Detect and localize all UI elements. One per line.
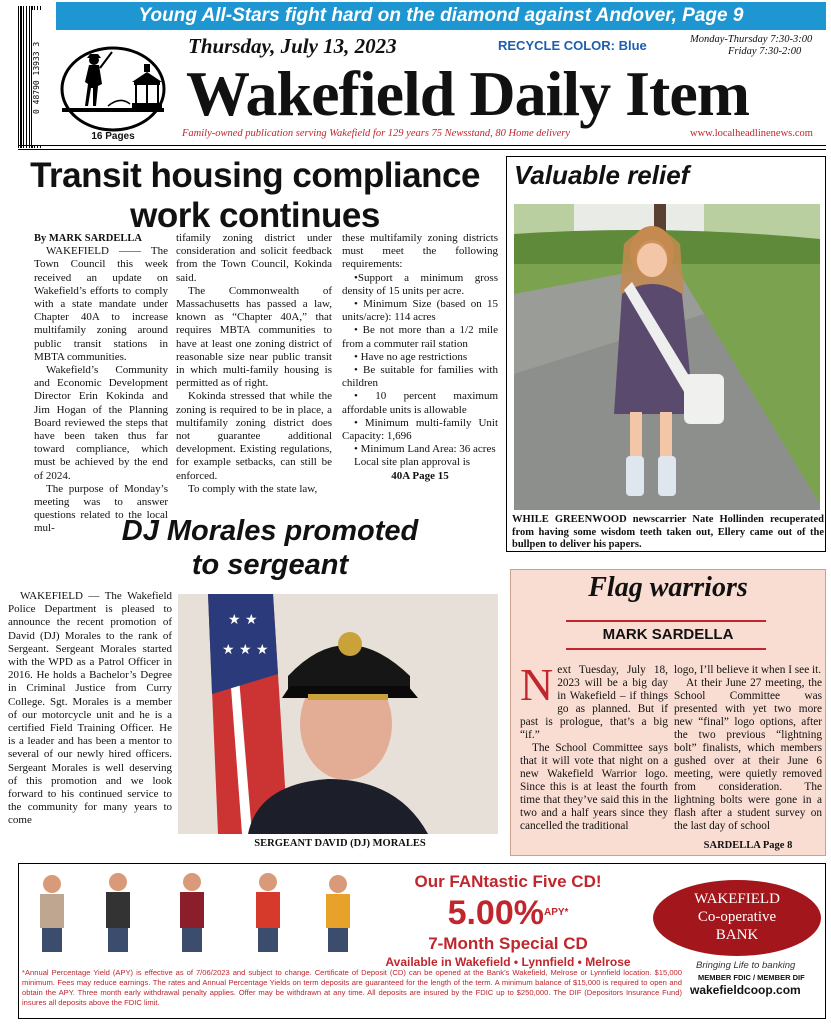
morales-photo bbox=[178, 594, 498, 834]
flag-column-2 bbox=[674, 664, 822, 840]
morales-headline-line1: DJ Morales promoted bbox=[121, 515, 419, 547]
flag-paragraph: At their June 27 meeting, the School Committee was presented with yet two more new “final” logo options, after the two previous “lightning bolt” finalists, which members gushed over at their June 6 meeting, were quietly removed from consideration. The lightning bolts were gone in a flash after a student survey on the last day of school bbox=[674, 677, 822, 832]
issue-date: Thursday, July 13, 2023 bbox=[188, 34, 397, 58]
transit-byline: By MARK SARDELLA bbox=[34, 233, 142, 244]
transit-paragraph: The purpose of Monday’s meeting was to answer questions related to the local mul- bbox=[34, 482, 168, 535]
flag-dropcap: N bbox=[520, 659, 554, 710]
relief-headline[interactable]: Valuable relief bbox=[514, 160, 690, 190]
transit-column-1 bbox=[34, 232, 168, 535]
morales-paragraph: WAKEFIELD — The Wakefield Police Department is pleased to announce the recent promotion of David (DJ) Morales to the rank of Sergeant. Sergeant Morales started with the WPD as a Patrol Officer in 2016. He holds a Bachelor’s Degree in Criminal Justice from Curry College. Sgt. Morales is a member of our motorcycle unit and he is a certified Field Training Officer. He is a leader and has been a mentor to several of our newly hired officers. Sergeant Morales is well deserving of this promotion and we look forward to his continued service to the community for many years to come bbox=[8, 590, 172, 827]
svg-text:★ ★ ★: ★ ★ ★ bbox=[222, 642, 269, 658]
girl-photo bbox=[514, 204, 820, 510]
flag-byline: MARK SARDELLA bbox=[602, 626, 734, 643]
transit-requirement: •Support a minimum gross density of 15 units per acre. bbox=[342, 271, 498, 297]
promo-banner[interactable]: Young All-Stars fight hard on the diamond against Andover, Page 9 bbox=[56, 2, 826, 30]
flag-headline[interactable]: Flag warriors bbox=[588, 572, 748, 603]
transit-requirements-intro: these multifamily zoning districts must meet the following requirements: bbox=[342, 232, 498, 271]
bank-logo[interactable] bbox=[653, 880, 821, 956]
bank-website-link[interactable]: wakefieldcoop.com bbox=[690, 983, 801, 997]
transit-requirement: • Minimum multi-family Unit Capacity: 1,696 bbox=[342, 416, 498, 443]
masthead-rule bbox=[18, 145, 826, 150]
transit-requirement: • Be suitable for families with children bbox=[342, 364, 498, 390]
bank-slogan: Bringing Life to banking bbox=[696, 960, 796, 971]
relief-caption: WHILE GREENWOOD newscarrier Nate Hollinden recuperated from having some wisdom teeth taken out, Ellery came out of the bullpen to deliver his papers. bbox=[512, 514, 824, 550]
transit-paragraph: Wakefield’s Community and Economic Development Director Erin Kokinda and Jim Hogan of the Planning Board reviewed the steps that have been taken thus far toward compliance, which must be achieved by the end of 2024. bbox=[34, 364, 168, 482]
transit-requirement: • Minimum Size (based on 15 units/acre): 114 acres bbox=[342, 298, 498, 324]
barcode-number: 0 48790 13933 3 bbox=[32, 10, 42, 146]
transit-requirement: • Minimum Land Area: 36 acres bbox=[354, 443, 496, 456]
ad-headline: Our FANtastic Five CD! bbox=[414, 872, 602, 891]
morales-headline[interactable] bbox=[40, 514, 500, 582]
masthead-title: Wakefield Daily Item bbox=[186, 58, 750, 129]
ad-people-photo bbox=[22, 870, 362, 952]
ad-availability: Available in Wakefield • Lynnfield • Melrose bbox=[385, 955, 631, 969]
minuteman-logo bbox=[60, 46, 166, 132]
ad-rate-suffix: APY* bbox=[543, 907, 569, 918]
ad-rate bbox=[370, 894, 646, 932]
transit-requirement: • 10 percent maximum affordable units is allowable bbox=[342, 390, 498, 416]
hours-line-2: Friday 7:30-2:00 bbox=[728, 46, 802, 57]
bank-name-line3: BANK bbox=[715, 927, 759, 943]
transit-headline-line2: work continues bbox=[130, 196, 380, 235]
flag-paragraph: ext Tuesday, July 18, 2023 will be a big day in Wakefield – if things go as planned. But if past is prologue, that’s a big “if.” bbox=[520, 664, 668, 741]
transit-jump-link[interactable]: 40A Page 15 bbox=[391, 469, 449, 482]
transit-paragraph: Kokinda stressed that while the zoning is required to be in place, a multifamily zoning district does not guarantee additional development. Existing regulations, for example setbacks, can still be enforced. bbox=[176, 390, 332, 482]
recycle-color: RECYCLE COLOR: Blue bbox=[498, 38, 647, 53]
flag-rule-bottom bbox=[566, 648, 766, 650]
transit-column-3 bbox=[342, 232, 498, 502]
morales-caption: SERGEANT DAVID (DJ) MORALES bbox=[254, 838, 426, 849]
transit-paragraph: tifamily zoning district under consideration and solicit feedback from the Town Council, Kokinda said. bbox=[176, 232, 332, 284]
svg-text:★ ★: ★ ★ bbox=[228, 612, 258, 628]
bank-name-line1: WAKEFIELD bbox=[694, 891, 780, 907]
ad-term: 7-Month Special CD bbox=[428, 934, 588, 953]
ad-disclaimer: *Annual Percentage Yield (APY) is effective as of 7/06/2023 and subject to change. Certificate of Deposit (CD) can be opened at the Bank’s Wakefield, Melrose or Lynnfield location. $15,000 minimum. Fees may reduce earnings. The rates and Annual Percentage Yields on term deposits are guaranteed for the length of the term. A minimum balance of $15,000 is required to open and obtain the APY. Three month early withdrawal penalty applies. Offer may be withdrawn at any time. All deposits are insured by the FDIC up to $250,000. The DIF (Depositors Insurance Fund) insures all deposits above the FDIC limit. bbox=[22, 968, 682, 1007]
transit-paragraph: WAKEFIELD —— The Town Council this week received an update on Wakefield’s efforts to comply with a state mandate under Chapter 40A to increase multifamily zoning around public transit stations in MBTA communities. bbox=[34, 245, 168, 363]
transit-paragraph: To comply with the state law, bbox=[188, 482, 318, 495]
transit-requirement: • Have no age restrictions bbox=[354, 350, 468, 363]
bank-name-line2: Co-operative bbox=[697, 909, 777, 925]
morales-headline-line2: to sergeant bbox=[191, 549, 349, 581]
transit-requirement: • Be not more than a 1/2 mile from a commuter rail station bbox=[342, 324, 498, 350]
transit-headline-line1: Transit housing compliance bbox=[30, 156, 480, 195]
transit-headline[interactable] bbox=[10, 156, 500, 236]
bank-member: MEMBER FDIC / MEMBER DIF bbox=[698, 973, 805, 982]
tagline: Family-owned publication serving Wakefield for 129 years 75 Newsstand, 80 Home delivery bbox=[182, 128, 571, 139]
flag-column-1 bbox=[520, 659, 668, 854]
morales-body bbox=[8, 590, 172, 846]
office-hours bbox=[690, 34, 826, 58]
transit-paragraph: The Commonwealth of Massachusetts has passed a law, known as “Chapter 40A,” that requires MBTA communities to have at least one zoning district of reasonable size near public transit in which multi-family housing is permitted as of right. bbox=[176, 284, 332, 390]
header-website-link[interactable]: www.localheadlinenews.com bbox=[690, 128, 813, 139]
page-count: 16 Pages bbox=[91, 131, 135, 142]
ad-rate-value: 5.00% bbox=[447, 894, 544, 932]
flag-paragraph: logo, I’ll believe it when I see it. bbox=[674, 664, 822, 676]
transit-paragraph: Local site plan approval is bbox=[354, 456, 471, 469]
hours-line-1: Monday-Thursday 7:30-3:00 bbox=[690, 34, 813, 45]
transit-column-2 bbox=[176, 232, 332, 502]
flag-paragraph: The School Committee says that it will vote that night on a new Wakefield Warrior logo. Since this is at least the fourth time that they’ve said this in the two and a half years since they cancelled the traditional bbox=[520, 742, 668, 832]
flag-rule-top bbox=[566, 620, 766, 622]
flag-jump-link[interactable]: SARDELLA Page 8 bbox=[703, 840, 793, 851]
